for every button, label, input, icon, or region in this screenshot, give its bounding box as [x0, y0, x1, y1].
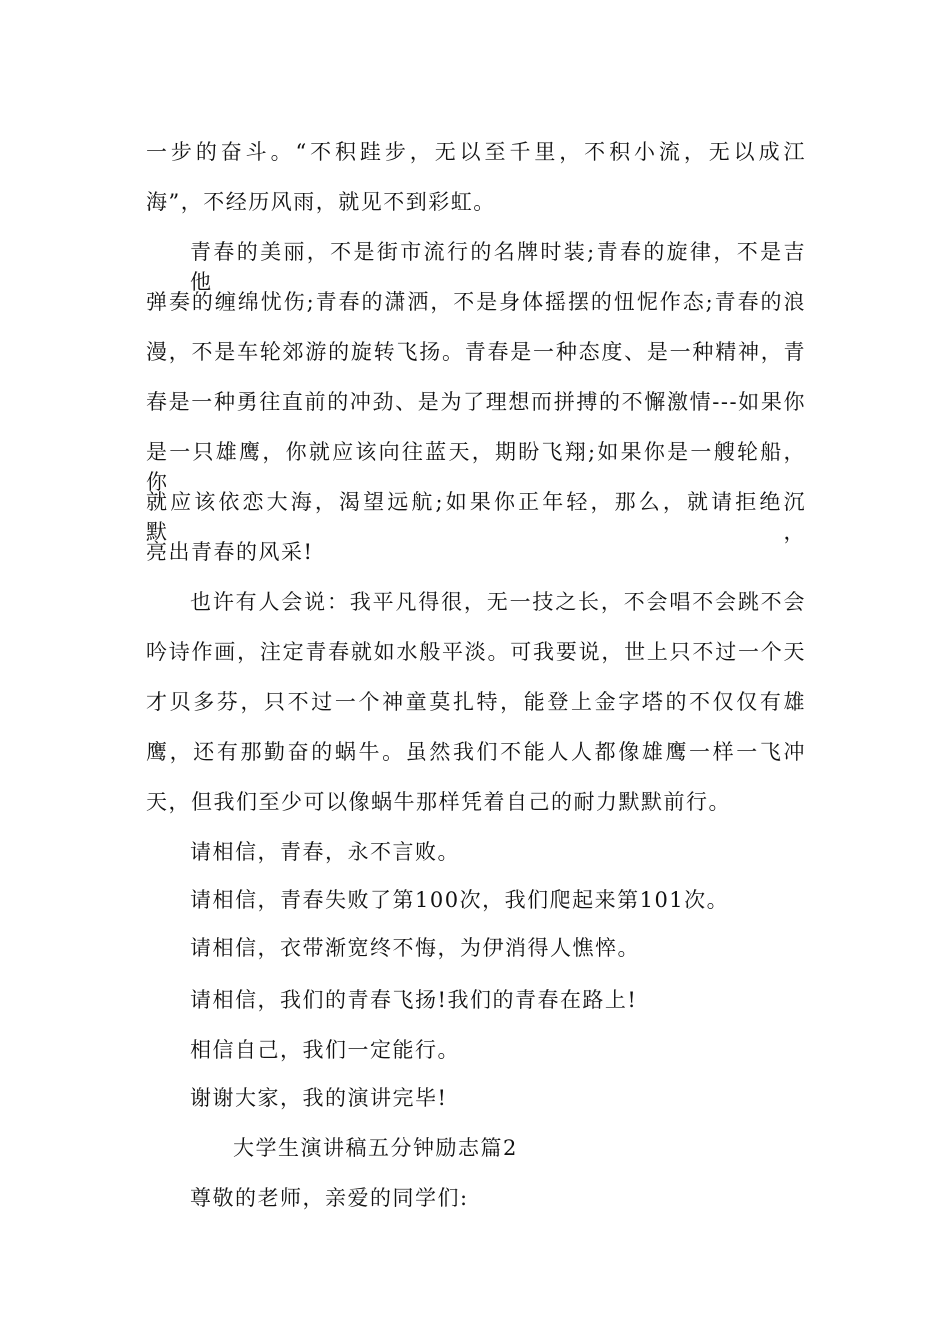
text-line: 一步的奋斗。“不积跬步，无以至千里，不积小流，无以成江	[146, 140, 806, 164]
text-line: 亮出青春的风采!	[146, 540, 314, 564]
text-line: 鹰，还有那勤奋的蜗牛。虽然我们不能人人都像雄鹰一样一飞冲	[146, 740, 806, 764]
text-line: 谢谢大家，我的演讲完毕!	[190, 1086, 448, 1110]
paragraph-first-line: 也许有人会说：我平凡得很，无一技之长，不会唱不会跳不会	[190, 590, 806, 614]
text-line: 海”，不经历风雨，就见不到彩虹。	[146, 190, 496, 214]
text-line: 请相信，衣带渐宽终不悔，为伊消得人憔悴。	[190, 936, 640, 960]
text-line: 相信自己，我们一定能行。	[190, 1038, 460, 1062]
text-line: 弹奏的缠绵忧伤;青春的潇洒，不是身体摇摆的忸怩作态;青春的浪	[146, 290, 806, 314]
text-line: 春是一种勇往直前的冲劲、是为了理想而拼搏的不懈激情---如果你	[146, 390, 806, 414]
text-line: 请相信，我们的青春飞扬!我们的青春在路上!	[190, 988, 638, 1012]
text-line: 就应该依恋大海，渴望远航;如果你正年轻，那么，就请拒绝沉默，	[146, 490, 806, 544]
salutation: 尊敬的老师，亲爱的同学们:	[190, 1186, 469, 1210]
text-line: 才贝多芬，只不过一个神童莫扎特，能登上金字塔的不仅仅有雄	[146, 690, 806, 714]
text-line: 吟诗作画，注定青春就如水般平淡。可我要说，世上只不过一个天	[146, 640, 806, 664]
section-heading: 大学生演讲稿五分钟励志篇2	[233, 1136, 518, 1160]
text-line: 是一只雄鹰，你就应该向往蓝天，期盼飞翔;如果你是一艘轮船，你	[146, 440, 806, 494]
text-line: 请相信，青春失败了第100次，我们爬起来第101次。	[190, 888, 730, 912]
text-line: 漫，不是车轮郊游的旋转飞扬。青春是一种态度、是一种精神，青	[146, 340, 806, 364]
text-line: 请相信，青春，永不言败。	[190, 840, 460, 864]
text-line: 天，但我们至少可以像蜗牛那样凭着自己的耐力默默前行。	[146, 790, 731, 814]
paragraph-first-line: 青春的美丽，不是街市流行的名牌时装;青春的旋律，不是吉他	[190, 240, 806, 294]
